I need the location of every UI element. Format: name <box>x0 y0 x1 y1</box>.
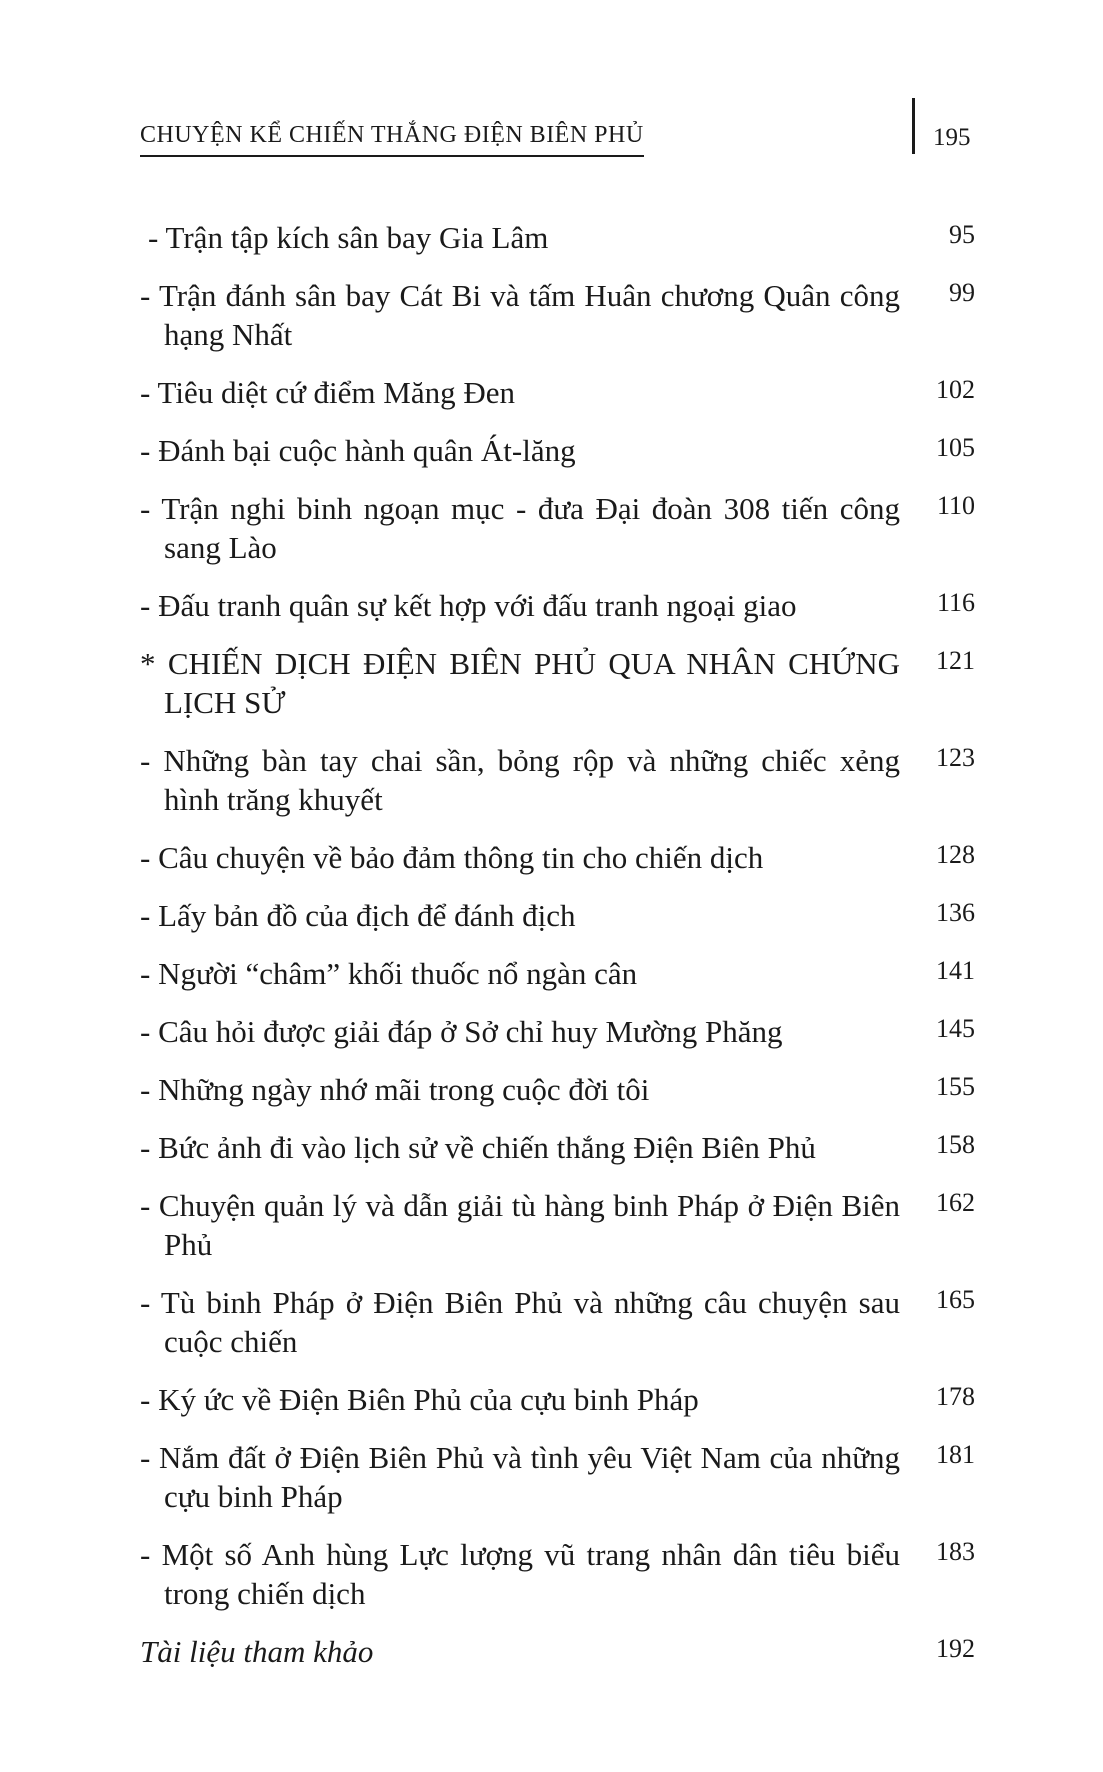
toc-entry <box>140 741 975 819</box>
toc-entry-page: 123 <box>936 743 975 772</box>
toc-entry-page: 192 <box>936 1634 975 1663</box>
toc-entry-title: - Tù binh Pháp ở Điện Biên Phủ và những câu chuyện sau cuộc chiến <box>140 1285 900 1359</box>
toc-entry-page: 178 <box>936 1382 975 1411</box>
toc-entry-title: - Đánh bại cuộc hành quân Át-lăng <box>140 433 576 468</box>
toc-entry-title: - Chuyện quản lý và dẫn giải tù hàng binh Pháp ở Điện Biên Phủ <box>140 1188 900 1262</box>
toc-entry-page: 183 <box>936 1537 975 1566</box>
toc-entry-title: - Trận nghi binh ngoạn mục - đưa Đại đoàn 308 tiến công sang Lào <box>140 491 900 565</box>
toc-entry <box>140 373 975 412</box>
toc-entry-references <box>140 1632 975 1671</box>
toc-entry <box>140 586 975 625</box>
toc-entry-title: - Đấu tranh quân sự kết hợp với đấu tranh ngoại giao <box>140 588 797 623</box>
toc-entry <box>140 1535 975 1613</box>
toc-entry-page: 155 <box>936 1072 975 1101</box>
toc-entry-page: 141 <box>936 956 975 985</box>
toc-entry <box>140 1380 975 1419</box>
toc-entry-title: Tài liệu tham khảo <box>140 1634 374 1669</box>
toc-entry-page: 181 <box>936 1440 975 1469</box>
toc-entry-page: 105 <box>936 433 975 462</box>
toc-entry-title: - Một số Anh hùng Lực lượng vũ trang nhân dân tiêu biểu trong chiến dịch <box>140 1537 900 1611</box>
toc-entry-page: 158 <box>936 1130 975 1159</box>
toc-entry-page: 121 <box>936 646 975 675</box>
toc-entry <box>140 489 975 567</box>
toc-entry-page: 145 <box>936 1014 975 1043</box>
toc-entry <box>140 1128 975 1167</box>
table-of-contents <box>140 218 975 1690</box>
toc-entry-title: - Câu chuyện về bảo đảm thông tin cho chiến dịch <box>140 840 764 875</box>
toc-entry-title: - Những bàn tay chai sần, bỏng rộp và những chiếc xẻng hình trăng khuyết <box>140 743 900 817</box>
header-vertical-rule <box>912 98 915 154</box>
toc-entry-title: - Ký ức về Điện Biên Phủ của cựu binh Pháp <box>140 1382 699 1417</box>
toc-entry-page: 99 <box>949 278 975 307</box>
toc-entry <box>140 276 975 354</box>
toc-entry-page: 128 <box>936 840 975 869</box>
page-number: 195 <box>933 124 971 151</box>
toc-entry-title: - Người “châm” khối thuốc nổ ngàn cân <box>140 956 638 991</box>
toc-entry <box>140 896 975 935</box>
toc-entry-title: - Những ngày nhớ mãi trong cuộc đời tôi <box>140 1072 650 1107</box>
toc-entry-title: - Câu hỏi được giải đáp ở Sở chỉ huy Mường Phăng <box>140 1014 783 1049</box>
toc-entry-page: 102 <box>936 375 975 404</box>
toc-entry <box>140 1012 975 1051</box>
toc-entry <box>140 954 975 993</box>
toc-entry <box>140 838 975 877</box>
toc-entry-page: 162 <box>936 1188 975 1217</box>
toc-entry-title: - Bức ảnh đi vào lịch sử về chiến thắng Điện Biên Phủ <box>140 1130 816 1165</box>
toc-entry <box>140 1283 975 1361</box>
toc-entry-title: - Trận đánh sân bay Cát Bi và tấm Huân chương Quân công hạng Nhất <box>140 278 900 352</box>
toc-entry-page: 95 <box>949 220 975 249</box>
toc-entry <box>140 1070 975 1109</box>
toc-entry-title: - Trận tập kích sân bay Gia Lâm <box>148 220 549 255</box>
toc-section-heading <box>140 644 975 722</box>
toc-entry-title: - Nắm đất ở Điện Biên Phủ và tình yêu Việt Nam của những cựu binh Pháp <box>140 1440 900 1514</box>
running-head-title: CHUYỆN KỂ CHIẾN THẮNG ĐIỆN BIÊN PHỦ <box>140 122 644 157</box>
toc-entry <box>140 1186 975 1264</box>
toc-entry <box>140 218 975 257</box>
toc-entry-page: 110 <box>936 491 975 520</box>
toc-entry <box>140 431 975 470</box>
toc-entry-page: 116 <box>936 588 975 617</box>
toc-entry <box>140 1438 975 1516</box>
toc-entry-title: - Tiêu diệt cứ điểm Măng Đen <box>140 375 515 410</box>
toc-entry-page: 136 <box>936 898 975 927</box>
toc-entry-title: * CHIẾN DỊCH ĐIỆN BIÊN PHỦ QUA NHÂN CHỨNG LỊCH SỬ <box>140 646 900 720</box>
toc-entry-page: 165 <box>936 1285 975 1314</box>
toc-entry-title: - Lấy bản đồ của địch để đánh địch <box>140 898 576 933</box>
